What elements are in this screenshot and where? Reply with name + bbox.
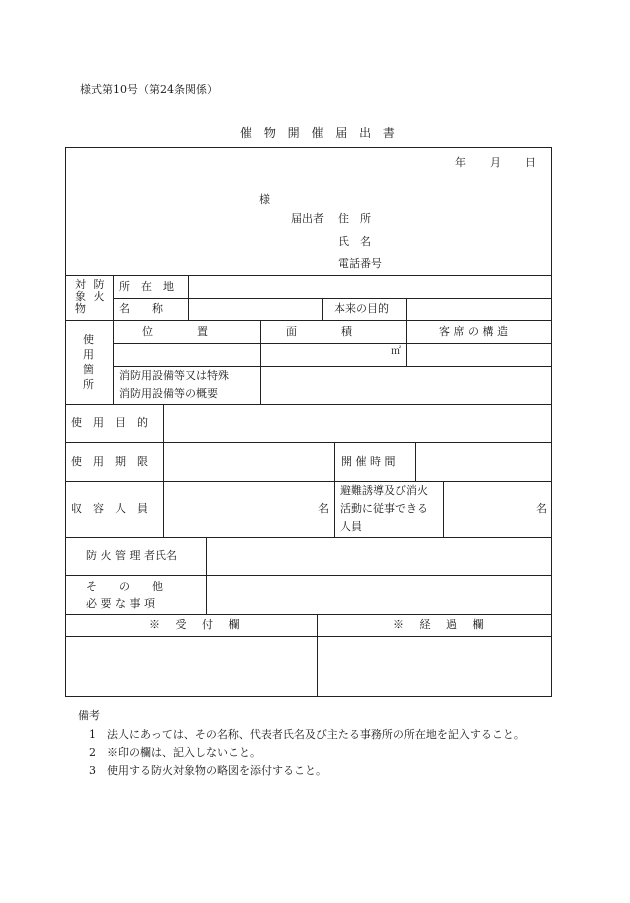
seating-structure-label: 客 席 の 構 造 [439, 325, 508, 338]
target-label-1: 対 防 [75, 278, 107, 291]
note-item-1: 1 法人にあっては、その名称、代表者氏名及び主たる事務所の所在地を記入すること。 [89, 728, 525, 741]
addressee-suffix: 様 [259, 193, 270, 206]
area-label: 面 積 [286, 325, 352, 338]
phone-label: 電話番号 [338, 257, 382, 270]
fire-manager-label: 防 火 管 理 者氏名 [86, 549, 177, 562]
location-label: 所 在 地 [119, 280, 174, 293]
capacity-unit: 名 [318, 502, 329, 515]
evacuation-staff-unit: 名 [536, 502, 547, 515]
date-month: 月 [490, 156, 501, 169]
usage-area-label-2: 用 [83, 348, 94, 361]
equipment-label-2: 消防用設備等の概要 [119, 387, 218, 400]
date-day: 日 [525, 156, 536, 169]
capacity-label: 収 容 人 員 [71, 502, 148, 515]
usage-area-label-1: 使 [83, 333, 94, 346]
position-label: 位 置 [142, 325, 208, 338]
reception-column-label: ※ 受 付 欄 [149, 618, 246, 631]
progress-column-label: ※ 経 過 欄 [393, 618, 490, 631]
other-label-2: 必 要 な 事 項 [86, 597, 155, 610]
usage-area-label-4: 所 [83, 378, 94, 391]
name-label: 氏 名 [338, 235, 371, 248]
equipment-label-1: 消防用設備等又は特殊 [119, 369, 229, 382]
note-item-3: 3 使用する防火対象物の略図を添付すること。 [89, 764, 327, 777]
note-item-2: 2 ※印の欄は、記入しないこと。 [89, 746, 261, 759]
evacuation-staff-label-1: 避難誘導及び消火 [340, 484, 428, 497]
notes-heading: 備考 [78, 709, 100, 722]
target-label-3: 物 [75, 302, 86, 315]
form-table [65, 147, 552, 697]
date-year: 年 [455, 156, 466, 169]
address-label: 住 所 [338, 212, 371, 225]
target-label-2: 象 火 [75, 290, 107, 303]
submitter-label: 届出者 [291, 212, 324, 225]
event-hours-label: 開 催 時 間 [341, 455, 396, 468]
target-name-label: 名 称 [119, 302, 163, 315]
area-unit: ㎡ [391, 346, 401, 357]
original-purpose-label: 本来の目的 [334, 302, 389, 315]
page-title: 催 物 開 催 届 出 書 [240, 126, 399, 140]
usage-area-label-3: 箇 [83, 363, 94, 376]
period-of-use-label: 使 用 期 限 [71, 455, 148, 468]
evacuation-staff-label-3: 人員 [340, 520, 362, 533]
other-label-1: そ の 他 [86, 580, 163, 593]
evacuation-staff-label-2: 活動に従事できる [340, 502, 428, 515]
purpose-of-use-label: 使 用 目 的 [71, 416, 148, 429]
form-number-label: 様式第10号（第24条関係） [80, 83, 218, 96]
